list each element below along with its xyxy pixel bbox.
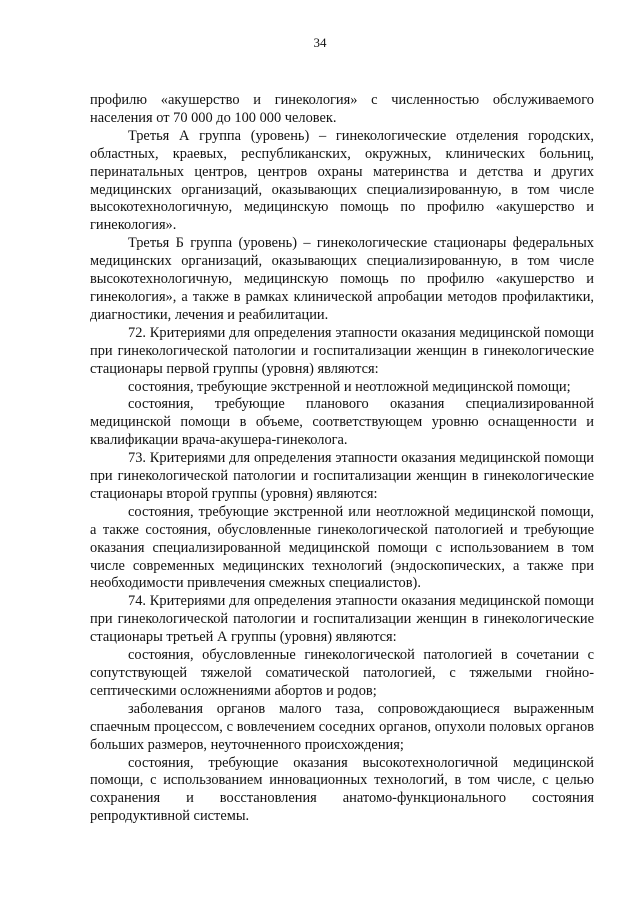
page-number: 34 — [313, 35, 327, 50]
paragraph: 72. Критериями для определения этапности оказания медицинской помощи при гинекологической патологии и госпитализации женщин в гинекологические стационары первой группы (уровня) являются: — [90, 324, 594, 377]
paragraph: Третья Б группа (уровень) – гинекологические стационары федеральных медицинских организаций, оказывающих специализированную, в том числе высокотехнологичную, медицинскую помощь по профилю «акушерство и гинекология», а также в рамках клинической апробации методов профилактики, диагностики, лечения и реабилитации. — [90, 235, 594, 323]
paragraph: профилю «акушерство и гинекология» с численностью обслуживаемого населения от 70 000 до 100 000 человек. — [90, 92, 594, 126]
paragraph: заболевания органов малого таза, сопровождающиеся выраженным спаечным процессом, с вовлечением соседних органов, опухоли половых органов больших размеров, неуточненного происхождения; — [90, 700, 594, 753]
paragraph: состояния, требующие оказания высокотехнологичной медицинской помощи, с использованием инновационных технологий, в том числе, с целью сохранения и восстановления анатомо-функционального состояния репродуктивной системы. — [90, 754, 594, 825]
document-body — [90, 92, 594, 826]
paragraph: Третья А группа (уровень) – гинекологические отделения городских, областных, краевых, республиканских, окружных, клинических больниц, перинатальных центров, центров охраны материнства и детства и других медицинских организаций, оказывающих специализированную, в том числе высокотехнологичную, медицинскую помощь по профилю «акушерство и гинекология». — [90, 127, 594, 234]
paragraph: 73. Критериями для определения этапности оказания медицинской помощи при гинекологической патологии и госпитализации женщин в гинекологические стационары второй группы (уровня) являются: — [90, 450, 594, 502]
paragraph: состояния, требующие экстренной или неотложной медицинской помощи, а также состояния, обусловленные гинекологической патологией и требующие оказания специализированной медицинской помощи с использованием в том числе современных медицинских технологий (эндоскопических, а также при необходимости привлечения смежных специалистов). — [90, 503, 594, 592]
paragraph: состояния, обусловленные гинекологической патологией в сочетании с сопутствующей тяжелой соматической патологией, с тяжелыми гнойно-септическими осложнениями абортов и родов; — [90, 647, 594, 699]
paragraph: состояния, требующие планового оказания специализированной медицинской помощи в объеме, соответствующем уровню оснащенности и квалификации врача-акушера-гинеколога. — [90, 396, 594, 449]
paragraph: состояния, требующие экстренной и неотложной медицинской помощи; — [128, 378, 571, 395]
paragraph: 74. Критериями для определения этапности оказания медицинской помощи при гинекологической патологии и госпитализации женщин в гинекологические стационары третьей А группы (уровня) являются: — [90, 593, 594, 646]
